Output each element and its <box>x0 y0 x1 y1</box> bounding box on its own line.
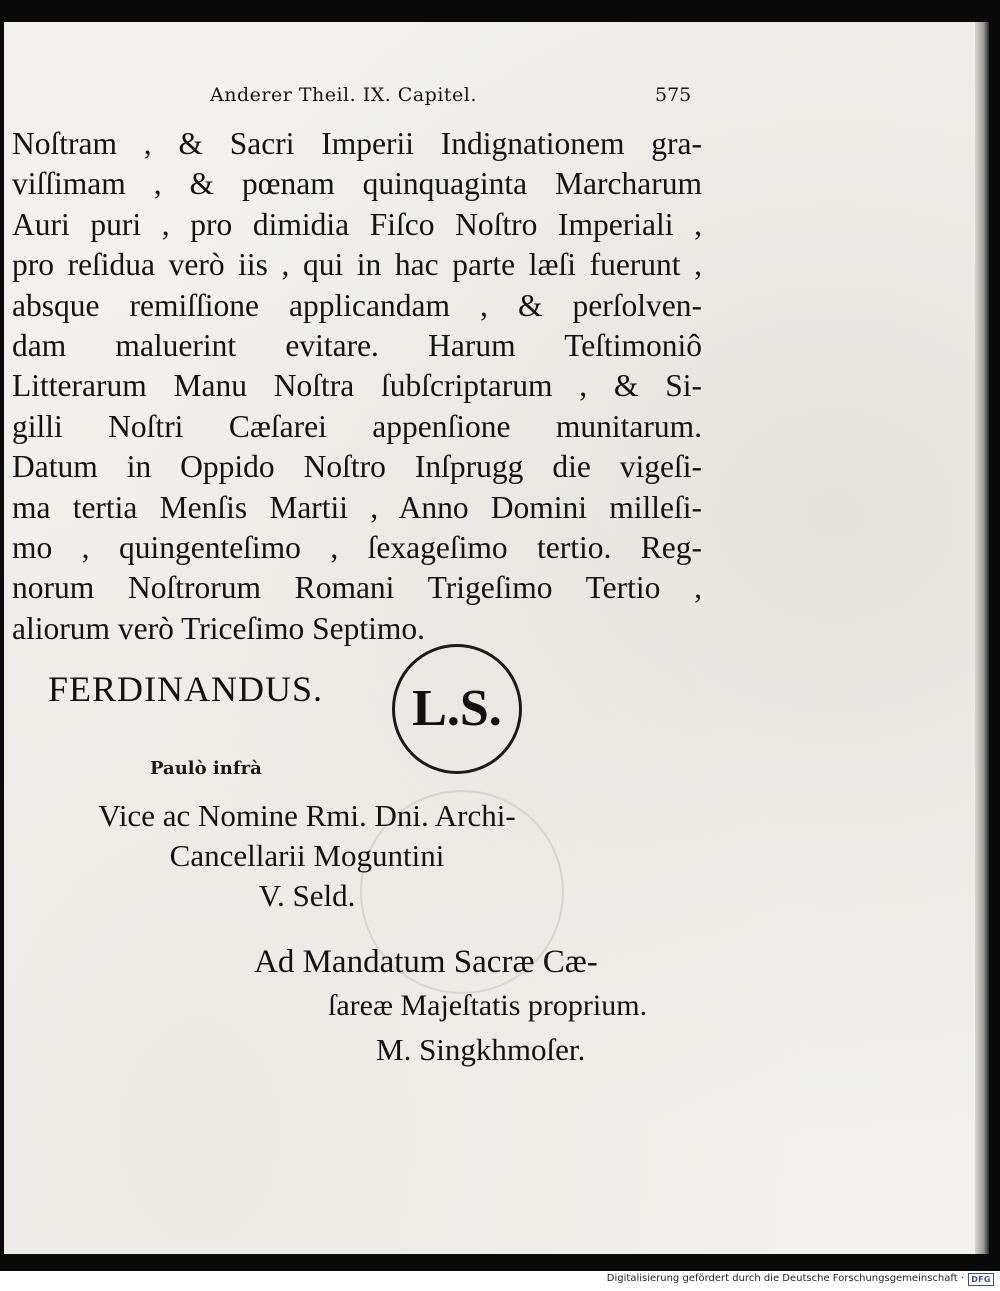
body-text <box>12 124 702 649</box>
body-line: Litterarum Manu Noſtra ſubſcriptarum , & Si- <box>12 368 702 404</box>
body-line: pro reſidua verò iis , qui in hac parte læſi fuerunt , <box>12 247 702 283</box>
page-edge <box>975 22 989 1254</box>
funding-credit: Digitalisierung gefördert durch die Deutsche Forschungsgemeinschaft · <box>606 1273 964 1284</box>
paulo-infra-note: Paulò infrà <box>150 758 262 779</box>
countersign-line: Vice ac Nomine Rmi. Dni. Archi- <box>98 798 516 833</box>
countersignature <box>72 796 542 916</box>
body-line: mo , quingenteſimo , ſexageſimo tertio. Reg- <box>12 530 702 566</box>
body-line: norum Noſtrorum Romani Trigeſimo Tertio , <box>12 570 702 606</box>
dfg-logo-icon: DFG <box>968 1273 994 1286</box>
body-line: aliorum verò Triceſimo Septimo. <box>12 610 425 646</box>
body-line: dam maluerint evitare. Harum Teſtimoniô <box>12 328 702 364</box>
mandate-line: Ad Mandatum Sacræ Cæ- <box>254 944 598 980</box>
countersign-line: Cancellarii Moguntini <box>169 838 445 873</box>
body-line: absque remiſſione applicandam , & perſolven- <box>12 287 702 323</box>
mandate-line: M. Singkhmoſer. <box>376 1032 586 1067</box>
mandate-block <box>254 940 704 1072</box>
body-line: gilli Noſtri Cæſarei appenſione munitarum. <box>12 408 702 444</box>
body-line: viſſimam , & pœnam quinquaginta Marcharum <box>12 166 702 202</box>
seal-text: L.S. <box>412 680 502 737</box>
body-line: Auri puri , pro dimidia Fiſco Noſtro Imperiali , <box>12 206 702 242</box>
countersign-line: V. Seld. <box>258 878 356 913</box>
mandate-line: ſareæ Majeſtatis proprium. <box>328 989 648 1022</box>
body-line: ma tertia Menſis Martii , Anno Domini milleſi- <box>12 489 702 525</box>
running-head: Anderer Theil. IX. Capitel. <box>210 84 477 106</box>
signatory-name: FERDINANDUS. <box>48 669 324 709</box>
seal-circle <box>392 644 522 774</box>
page-number: 575 <box>655 84 692 106</box>
body-line: Noſtram , & Sacri Imperii Indignationem gra- <box>12 126 702 161</box>
body-line: Datum in Oppido Noſtro Inſprugg die vigeſi- <box>12 449 702 485</box>
